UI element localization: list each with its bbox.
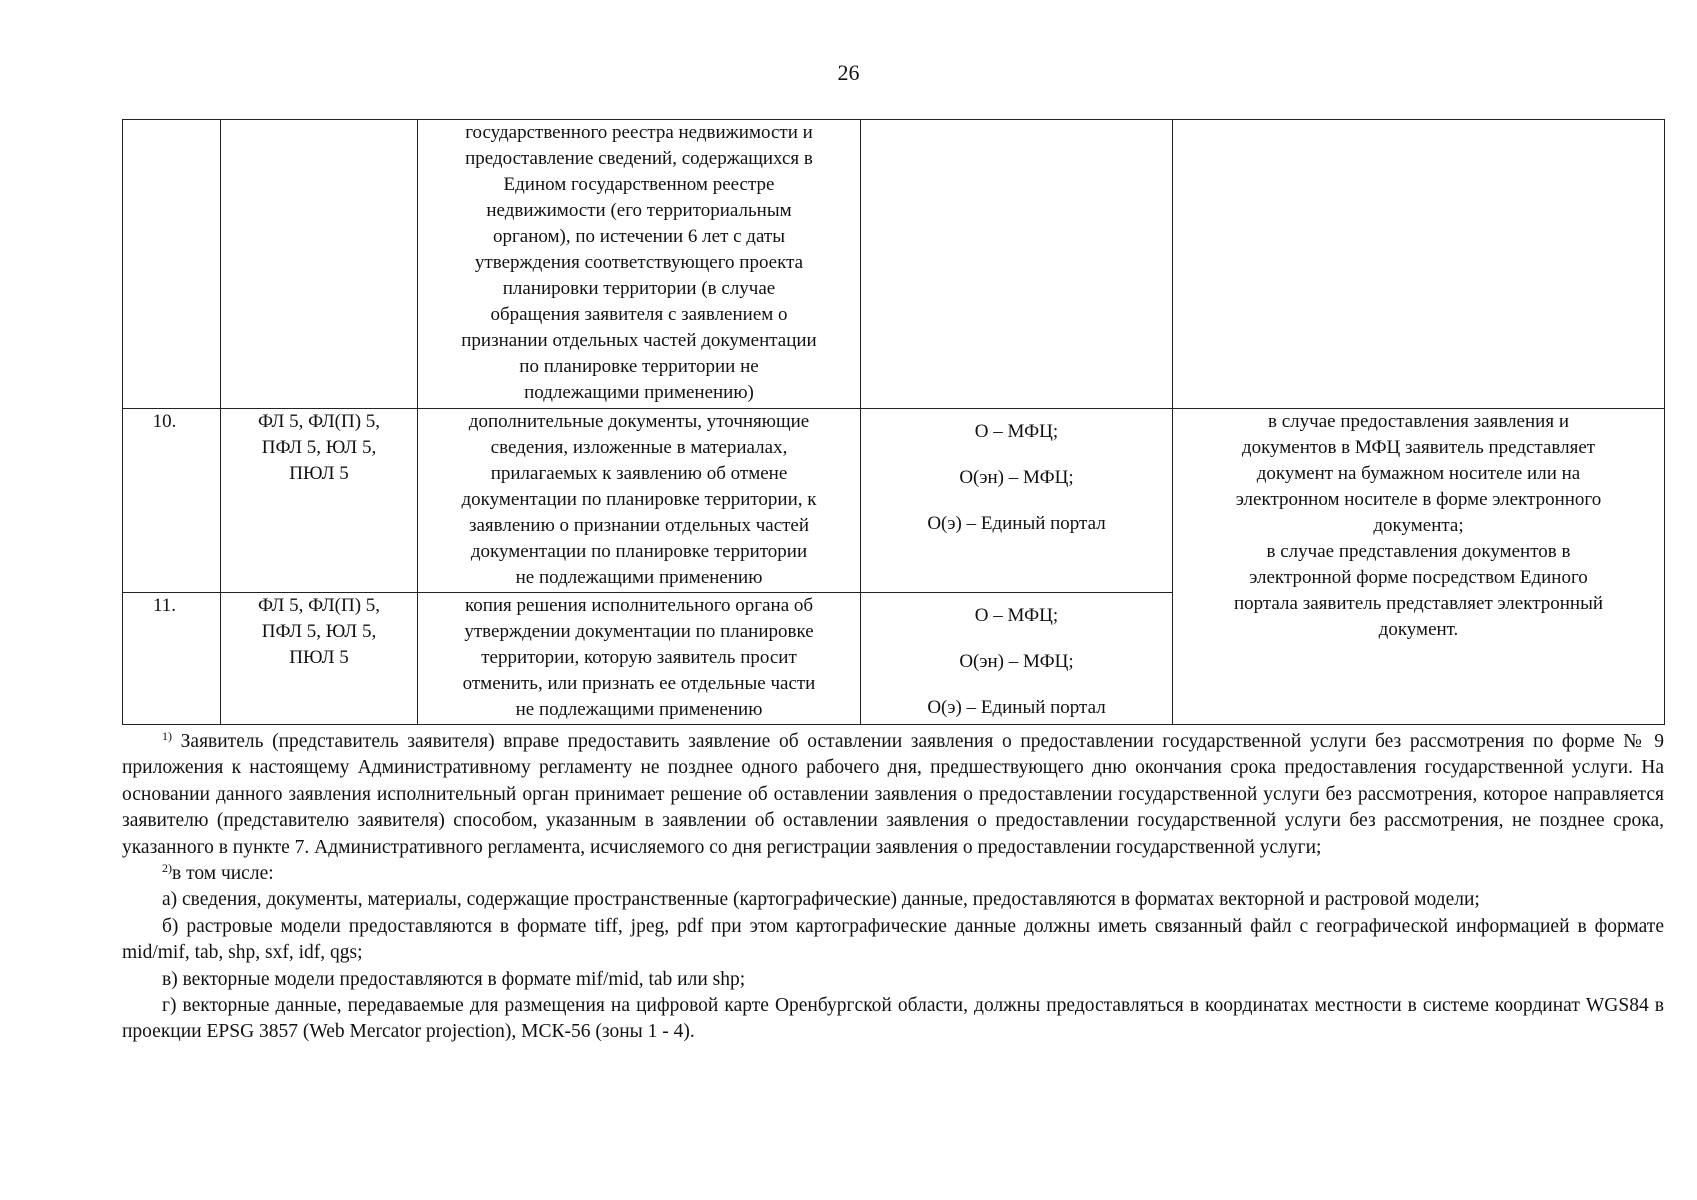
document-line: территории, которую заявитель просит: [481, 647, 797, 668]
footnote-2-marker: 2): [162, 861, 172, 876]
document-line: недвижимости (его территориальным: [486, 200, 792, 221]
method-line: О(эн) – МФЦ;: [959, 651, 1074, 672]
applicants-line: ПЮЛ 5: [289, 647, 349, 668]
document-line: утверждении документации по планировке: [464, 621, 814, 642]
method-line: О – МФЦ;: [974, 605, 1059, 626]
footnote-1: [122, 729, 1664, 861]
footnote-1-text: Заявитель (представитель заявителя) вправе предоставить заявление об оставлении заявления о предоставлении государственной услуги без рассмотрения по форме № 9 приложения к настоящему Административному регламенту не позднее одного рабочего дня, предшествующего дню окончания срока предоставления государственной услуги. На основании данного заявления исполнительный орган принимает решение об оставлении заявления о предоставлении государственной услуги без рассмотрения, которое направляется заявителю (представителю заявителя) способом, указанным в заявлении об оставлении заявления о предоставлении государственной услуги без рассмотрения, не позднее срока, указанного в пункте 7. Административного регламента, исчисляемого со дня регистрации заявления о предоставлении государственной услуги;: [122, 731, 1665, 858]
note-line: документа;: [1373, 515, 1464, 536]
footnote-item-a: а) сведения, документы, материалы, содержащие пространственные (картографические) данные, предоставляются в форматах векторной и растровой модели;: [162, 889, 1480, 911]
document-line: органом), по истечении 6 лет с даты: [493, 226, 785, 247]
document-line: дополнительные документы, уточняющие: [468, 411, 810, 432]
cell-methods: [861, 120, 1173, 409]
document-line: обращения заявителя с заявлением о: [490, 304, 788, 325]
note-line: в случае предоставления заявления и: [1268, 411, 1569, 432]
table-row-continuation: [123, 120, 1665, 409]
footnote-2-text: в том числе:: [172, 863, 274, 885]
note-line: документ на бумажном носителе или на: [1256, 463, 1581, 484]
applicants-line: ФЛ 5, ФЛ(П) 5,: [257, 411, 381, 432]
document-line: государственного реестра недвижимости и: [465, 122, 813, 143]
note-line: электронной форме посредством Единого: [1249, 567, 1588, 588]
page-number: 26: [837, 60, 860, 85]
document-line: Едином государственном реестре: [503, 174, 775, 195]
document-line: по планировке территории не: [519, 356, 759, 377]
cell-applicants: [221, 593, 418, 725]
document-line: не подлежащими применению: [515, 567, 763, 588]
document-line: признании отдельных частей документации: [461, 330, 817, 351]
method-line: О(эн) – МФЦ;: [959, 467, 1074, 488]
method-line: О – МФЦ;: [974, 421, 1059, 442]
note-line: в случае представления документов в: [1266, 541, 1571, 562]
document-line: подлежащими применению): [524, 382, 754, 403]
row-number: 10.: [123, 409, 221, 593]
document-line: прилагаемых к заявлению об отмене: [490, 463, 788, 484]
document-line: заявлению о признании отдельных частей: [468, 515, 810, 536]
document-line: документации по планировке территории, к: [461, 489, 817, 510]
footnote-1-marker: 1): [162, 729, 172, 743]
cell-document: [418, 593, 861, 725]
cell-applicants: [221, 409, 418, 593]
cell-note: [1173, 409, 1665, 725]
applicants-line: ФЛ 5, ФЛ(П) 5,: [257, 595, 381, 616]
document-line: документации по планировке территории: [470, 541, 808, 562]
cell-methods: [861, 593, 1173, 725]
document-line: предоставление сведений, содержащихся в: [465, 148, 813, 169]
cell-document: [418, 120, 861, 409]
note-line: документ.: [1378, 619, 1459, 640]
footnotes: [122, 729, 1664, 1046]
document-line: не подлежащими применению: [515, 699, 763, 720]
documents-table: [122, 119, 1665, 725]
document-line: сведения, изложенные в материалах,: [490, 437, 788, 458]
note-line: электронном носителе в форме электронного: [1235, 489, 1602, 510]
document-line: копия решения исполнительного органа об: [464, 595, 814, 616]
note-line: документов в МФЦ заявитель представляет: [1241, 437, 1596, 458]
document-line: отменить, или признать ее отдельные части: [462, 673, 816, 694]
note-line: портала заявитель представляет электронный: [1233, 593, 1604, 614]
applicants-line: ПФЛ 5, ЮЛ 5,: [261, 621, 377, 642]
table-row-10: [123, 409, 1665, 593]
cell-note: [1173, 120, 1665, 409]
footnote-item-d: г) векторные данные, передаваемые для размещения на цифровой карте Оренбургской области, должны предоставляться в координатах местности в системе координат WGS84 в проекции EPSG 3857 (Web Mercator projection), МСК-56 (зоны 1 - 4).: [122, 995, 1664, 1043]
applicants-line: ПЮЛ 5: [289, 463, 349, 484]
method-line: О(э) – Единый портал: [927, 697, 1106, 718]
cell-applicants: [221, 120, 418, 409]
cell-number: [123, 120, 221, 409]
document-line: планировки территории (в случае: [502, 278, 776, 299]
method-line: О(э) – Единый портал: [927, 513, 1106, 534]
applicants-line: ПФЛ 5, ЮЛ 5,: [261, 437, 377, 458]
cell-document: [418, 409, 861, 593]
footnote-item-c: в) векторные модели предоставляются в формате mif/mid, tab или shp;: [162, 968, 746, 990]
footnote-item-b: б) растровые модели предоставляются в формате tiff, jpeg, pdf при этом картографические данные должны иметь связанный файл с географической информацией в формате mid/mif, tab, shp, sxf, idf, qgs;: [122, 915, 1664, 964]
footnote-2: [122, 861, 1664, 887]
cell-methods: [861, 409, 1173, 593]
row-number: 11.: [123, 593, 221, 725]
document-line: утверждения соответствующего проекта: [474, 252, 804, 273]
